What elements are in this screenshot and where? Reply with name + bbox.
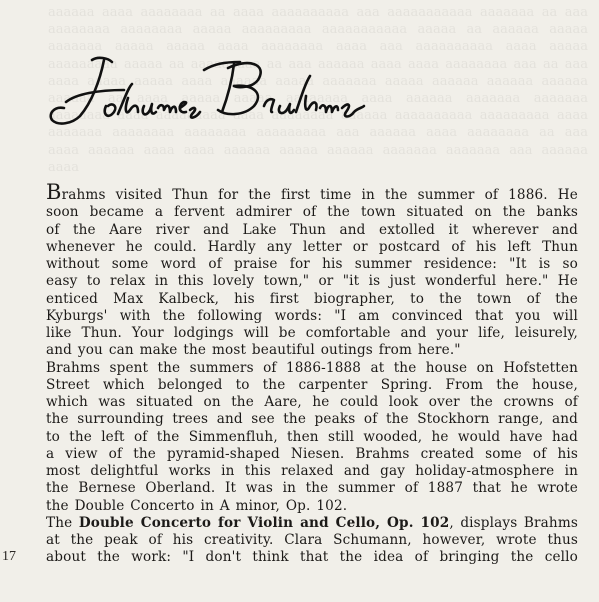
page-number: 17 [2,549,16,564]
paragraph2-line-2: which was situated on the Aare, he could look over the crowns of [46,394,578,410]
paragraph2-line-8: the Double Concerto in A minor, Op. 102. [46,497,348,514]
paragraph2-line-3: the surrounding trees and see the peaks of the Stockhorn range, and [46,411,578,428]
paragraph2-line-4: to the left of the Simmenfluh, then still wooded, he would have had [46,428,578,445]
drop-cap: B [46,180,62,204]
paragraph1-line-0: Brahms visited Thun for the first time in the summer of 1886. He [46,180,578,204]
paragraph1-line-6: enticed Max Kalbeck, his first biographer, to the town of the [46,290,578,307]
article-body [46,180,578,567]
signature-image [28,50,368,150]
work-title: Double Concerto for Violin and Cello, Op. 102 [78,514,450,531]
show-through-texture: aaaaaa aaaa aaaaaaaa aa aaaa aaaaaaaaaa aaa aaaaaaaaaaa aaaaaaa aa aaa aaaaaaaa aaaaaaaa aaaaa aaaaaaaaa aaaaaaaaaaa aaaaa aa aaaaaa aaaaa aaaaaaa aaaaa aaaaa aaaa aaaaaaaa aaaa aaa aaaaaaaaaa aaaa aaaaa aaaaaaaaa aaaaa aa aaaaaaaaa aa aaa aaaaaa aaaa aaaa aaaaaaaa aaa aa aaa aaaa aaaaa aaaaa aaaa aaaaaa aaaaa aaaaaaa aaaaa aaaaaa aaaaaa aaaaaa aaaaaa aa aaaa aaaaa aaaaa aaaaaaaa aaaa aaaaaa aaaaaaa aaaaaaa aaaaaaaa aaaa aaaaaaaaa aaaa aaaaaaaa aaaaaa aaaaaaaaaa aaaaaaaaa aaaa aaaaaaa aaaaaaaa aaaaaaaa aaaaaaaaa aaa aaaaaa aaaa aaaaaaaa aa aaa aaaa aaaaaa aaaa aaaa aaaaaa aaaaa aaaaaa aaaaaaa aaaaaaa aaa aaaaaa aaaa [48,5,588,175]
paragraph3-line-0: The Double Concerto for Violin and Cello, Op. 102, displays Brahms [46,514,578,531]
paragraph2-line-5: a view of the pyramid-shaped Niesen. Brahms created some of his [46,445,578,462]
paragraph1-line-9: and you can make the most beautiful outings from here." [46,342,461,359]
paragraph3-line-1: at the peak of his creativity. Clara Schumann, however, wrote thus [46,532,578,548]
paragraph1-line-7: Kyburgs' with the following words: "I am convinced that you will [46,307,578,324]
paragraph3-line-2: about the work: "I don't think that the idea of bringing the cello [46,549,578,566]
paragraph1-line-4: without some word of praise for his summer residence: "It is so [46,256,578,272]
paragraph2-line-0: Brahms spent the summers of 1886-1888 at the house on Hofstetten [46,359,578,376]
paragraph2-line-1: Street which belonged to the carpenter Spring. From the house, [46,376,578,393]
paragraph1-line-1: soon became a fervent admirer of the town situated on the banks [46,204,578,221]
paragraph1-line-5: easy to relax in this lovely town," or "it is just wonderful here." He [46,273,578,290]
paragraph1-line-2: of the Aare river and Lake Thun and extolled it wherever and [46,221,578,238]
paragraph2-line-7: the Bernese Oberland. It was in the summer of 1887 that he wrote [46,480,578,497]
paragraph1-line-8: like Thun. Your lodgings will be comfortable and your life, leisurely, [46,325,578,341]
paragraph2-line-6: most delightful works in this relaxed and gay holiday-atmosphere in [46,463,578,479]
paragraph1-line-3: whenever he could. Hardly any letter or postcard of his left Thun [46,238,578,255]
